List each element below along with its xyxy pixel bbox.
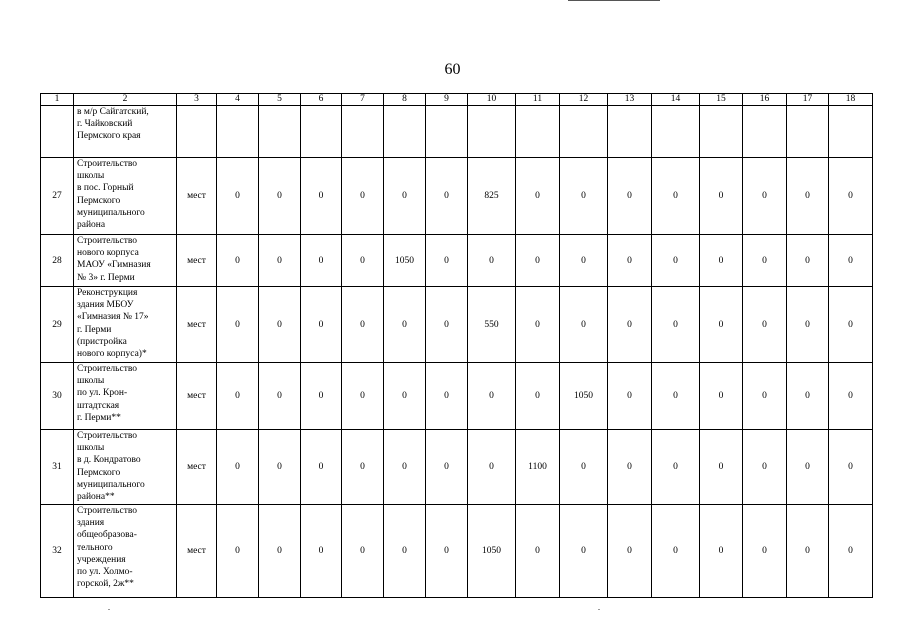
cell-value: 0 <box>217 505 259 598</box>
cell-empty <box>468 106 516 158</box>
table-row <box>41 363 873 430</box>
cell-value: 0 <box>301 505 342 598</box>
cell-empty <box>177 106 217 158</box>
cell-value: 0 <box>743 235 787 287</box>
object-name-line: Строительство <box>77 431 138 441</box>
cell-value: 0 <box>743 363 787 430</box>
data-table <box>40 93 873 598</box>
cell-value: 0 <box>259 235 301 287</box>
cell-value: 0 <box>301 158 342 235</box>
scan-speck <box>108 609 110 610</box>
object-name-line: Пермского <box>77 467 121 478</box>
column-header: 14 <box>652 94 700 106</box>
cell-value: 0 <box>217 235 259 287</box>
cell-value: 0 <box>829 235 873 287</box>
cell-value: 0 <box>652 235 700 287</box>
cell-unit: мест <box>177 235 217 287</box>
cell-value: 0 <box>829 287 873 363</box>
cell-value: 0 <box>342 287 384 363</box>
cell-empty <box>608 106 652 158</box>
cell-object-name <box>74 430 177 505</box>
column-header: 7 <box>342 94 384 106</box>
cell-empty <box>41 106 74 158</box>
cell-row-number: 28 <box>41 235 74 287</box>
object-name-line: в пос. Горный <box>77 183 134 194</box>
cell-value: 0 <box>560 158 608 235</box>
cell-value: 0 <box>743 505 787 598</box>
cell-empty <box>217 106 259 158</box>
cell-value: 0 <box>259 505 301 598</box>
object-name-line: нового корпуса <box>77 248 139 259</box>
column-header: 8 <box>384 94 426 106</box>
cell-unit: мест <box>177 363 217 430</box>
cell-value: 0 <box>743 430 787 505</box>
cell-value: 0 <box>787 287 829 363</box>
cell-value: 1050 <box>384 235 426 287</box>
column-header: 18 <box>829 94 873 106</box>
cell-value: 0 <box>700 363 743 430</box>
object-name-line: Строительство <box>77 159 138 169</box>
cell-unit: мест <box>177 158 217 235</box>
object-name-line: Пермского края <box>77 131 141 142</box>
cell-value: 0 <box>560 235 608 287</box>
cell-object-name <box>74 106 177 158</box>
cell-value: 1050 <box>468 505 516 598</box>
cell-row-number: 27 <box>41 158 74 235</box>
object-name-line: в м/р Сайгатский, <box>77 107 149 117</box>
cell-value: 0 <box>787 363 829 430</box>
cell-value: 0 <box>342 235 384 287</box>
cell-empty <box>829 106 873 158</box>
object-name-line: школы <box>77 171 105 182</box>
object-name-line: района** <box>77 492 115 503</box>
cell-row-number: 32 <box>41 505 74 598</box>
cell-value: 0 <box>217 287 259 363</box>
cell-object-name <box>74 287 177 363</box>
cell-value: 0 <box>560 287 608 363</box>
cell-value: 0 <box>301 235 342 287</box>
object-name-line: штадтская <box>77 400 120 411</box>
object-name-line: района <box>77 220 106 231</box>
cell-value: 0 <box>560 505 608 598</box>
cell-value: 0 <box>301 287 342 363</box>
object-name-line: (пристройка <box>77 336 127 347</box>
object-name-line: Пермского <box>77 195 121 206</box>
cell-value: 0 <box>516 235 560 287</box>
cell-value: 0 <box>259 158 301 235</box>
cell-value: 0 <box>700 430 743 505</box>
cell-value: 0 <box>426 505 468 598</box>
cell-value: 0 <box>384 363 426 430</box>
cell-unit: мест <box>177 505 217 598</box>
cell-value: 0 <box>259 430 301 505</box>
cell-value: 0 <box>426 287 468 363</box>
cell-value: 0 <box>787 158 829 235</box>
cell-value: 0 <box>829 158 873 235</box>
cell-value: 0 <box>217 430 259 505</box>
cell-value: 0 <box>468 430 516 505</box>
cell-value: 0 <box>301 430 342 505</box>
cell-value: 0 <box>426 363 468 430</box>
object-name-line: школы <box>77 443 105 454</box>
cell-value: 0 <box>426 235 468 287</box>
column-header: 16 <box>743 94 787 106</box>
cell-value: 1100 <box>516 430 560 505</box>
column-header: 4 <box>217 94 259 106</box>
column-header: 9 <box>426 94 468 106</box>
object-name-line: здания МБОУ <box>77 300 134 311</box>
cell-value: 0 <box>384 287 426 363</box>
cell-value: 0 <box>560 430 608 505</box>
object-name-line: г. Чайковский <box>77 119 133 130</box>
object-name-line: в д. Кондратово <box>77 455 141 466</box>
object-name-line: муниципального <box>77 207 145 218</box>
cell-value: 0 <box>787 505 829 598</box>
cell-value: 0 <box>342 430 384 505</box>
cell-value: 0 <box>516 363 560 430</box>
cell-value: 0 <box>608 158 652 235</box>
cell-empty <box>560 106 608 158</box>
cell-object-name <box>74 363 177 430</box>
cell-value: 0 <box>384 158 426 235</box>
cell-empty <box>743 106 787 158</box>
column-header: 10 <box>468 94 516 106</box>
cell-empty <box>301 106 342 158</box>
column-header: 5 <box>259 94 301 106</box>
object-name-line: МАОУ «Гимназия <box>77 260 151 271</box>
cell-value: 0 <box>384 430 426 505</box>
cell-value: 0 <box>516 287 560 363</box>
object-name-line: Реконструкция <box>77 288 138 298</box>
cell-unit: мест <box>177 430 217 505</box>
cell-value: 0 <box>652 287 700 363</box>
cell-value: 0 <box>743 287 787 363</box>
column-header: 2 <box>74 94 177 106</box>
column-header: 17 <box>787 94 829 106</box>
cell-empty <box>787 106 829 158</box>
cell-value: 0 <box>652 505 700 598</box>
object-name-line: тельного <box>77 542 113 553</box>
cell-value: 0 <box>829 430 873 505</box>
cell-value: 0 <box>652 363 700 430</box>
column-header: 3 <box>177 94 217 106</box>
cell-value: 0 <box>700 158 743 235</box>
object-name-line: г. Перми <box>77 324 112 335</box>
cell-value: 0 <box>342 505 384 598</box>
cell-value: 0 <box>468 363 516 430</box>
cell-value: 0 <box>652 158 700 235</box>
cell-value: 825 <box>468 158 516 235</box>
cell-value: 1050 <box>560 363 608 430</box>
cell-object-name <box>74 505 177 598</box>
object-name-line: по ул. Крон- <box>77 388 128 399</box>
cell-value: 0 <box>743 158 787 235</box>
cell-value: 0 <box>426 158 468 235</box>
cell-value: 0 <box>608 287 652 363</box>
header-row <box>41 94 873 106</box>
object-name-line: школы <box>77 376 105 387</box>
cell-row-number: 31 <box>41 430 74 505</box>
table-row <box>41 430 873 505</box>
cell-value: 0 <box>652 430 700 505</box>
cell-object-name <box>74 158 177 235</box>
scan-speck <box>598 609 600 610</box>
object-name-line: Строительство <box>77 506 138 516</box>
cell-value: 550 <box>468 287 516 363</box>
cell-value: 0 <box>608 235 652 287</box>
cell-value: 0 <box>787 235 829 287</box>
object-name-line: горской, 2ж** <box>77 579 134 590</box>
cell-value: 0 <box>384 505 426 598</box>
table-row <box>41 505 873 598</box>
cell-empty <box>652 106 700 158</box>
cell-empty <box>426 106 468 158</box>
column-header: 12 <box>560 94 608 106</box>
object-name-line: Строительство <box>77 236 138 246</box>
cell-row-number: 29 <box>41 287 74 363</box>
cell-value: 0 <box>342 363 384 430</box>
cell-value: 0 <box>829 363 873 430</box>
cell-value: 0 <box>342 158 384 235</box>
cell-unit: мест <box>177 287 217 363</box>
column-header: 11 <box>516 94 560 106</box>
column-header: 15 <box>700 94 743 106</box>
object-name-line: общеобразова- <box>77 530 137 541</box>
object-name-line: г. Перми** <box>77 412 121 423</box>
cell-value: 0 <box>217 158 259 235</box>
object-name-line: муниципального <box>77 479 145 490</box>
table-row <box>41 235 873 287</box>
table-row <box>41 287 873 363</box>
cell-value: 0 <box>608 505 652 598</box>
cell-value: 0 <box>217 363 259 430</box>
table-row <box>41 158 873 235</box>
cell-value: 0 <box>516 505 560 598</box>
cell-value: 0 <box>426 430 468 505</box>
cell-value: 0 <box>787 430 829 505</box>
column-header: 13 <box>608 94 652 106</box>
cell-row-number: 30 <box>41 363 74 430</box>
cell-value: 0 <box>259 287 301 363</box>
table-row <box>41 106 873 158</box>
cell-value: 0 <box>608 430 652 505</box>
cell-value: 0 <box>468 235 516 287</box>
column-header: 1 <box>41 94 74 106</box>
cell-empty <box>384 106 426 158</box>
object-name-line: нового корпуса)* <box>77 349 147 360</box>
cell-value: 0 <box>700 505 743 598</box>
cell-value: 0 <box>700 235 743 287</box>
object-name-line: Строительство <box>77 364 138 374</box>
object-name-line: здания <box>77 518 105 529</box>
cell-empty <box>342 106 384 158</box>
cell-value: 0 <box>516 158 560 235</box>
cell-value: 0 <box>301 363 342 430</box>
cell-value: 0 <box>259 363 301 430</box>
cell-value: 0 <box>608 363 652 430</box>
object-name-line: № 3» г. Перми <box>77 272 135 283</box>
object-name-line: учреждения <box>77 554 126 565</box>
cell-value: 0 <box>700 287 743 363</box>
object-name-line: «Гимназия № 17» <box>77 312 149 323</box>
object-name-line: по ул. Холмо- <box>77 567 133 578</box>
cell-empty <box>516 106 560 158</box>
cell-value: 0 <box>829 505 873 598</box>
column-header: 6 <box>301 94 342 106</box>
cell-object-name <box>74 235 177 287</box>
top-rule <box>568 0 660 1</box>
page-number: 60 <box>444 61 461 78</box>
cell-empty <box>700 106 743 158</box>
cell-empty <box>259 106 301 158</box>
